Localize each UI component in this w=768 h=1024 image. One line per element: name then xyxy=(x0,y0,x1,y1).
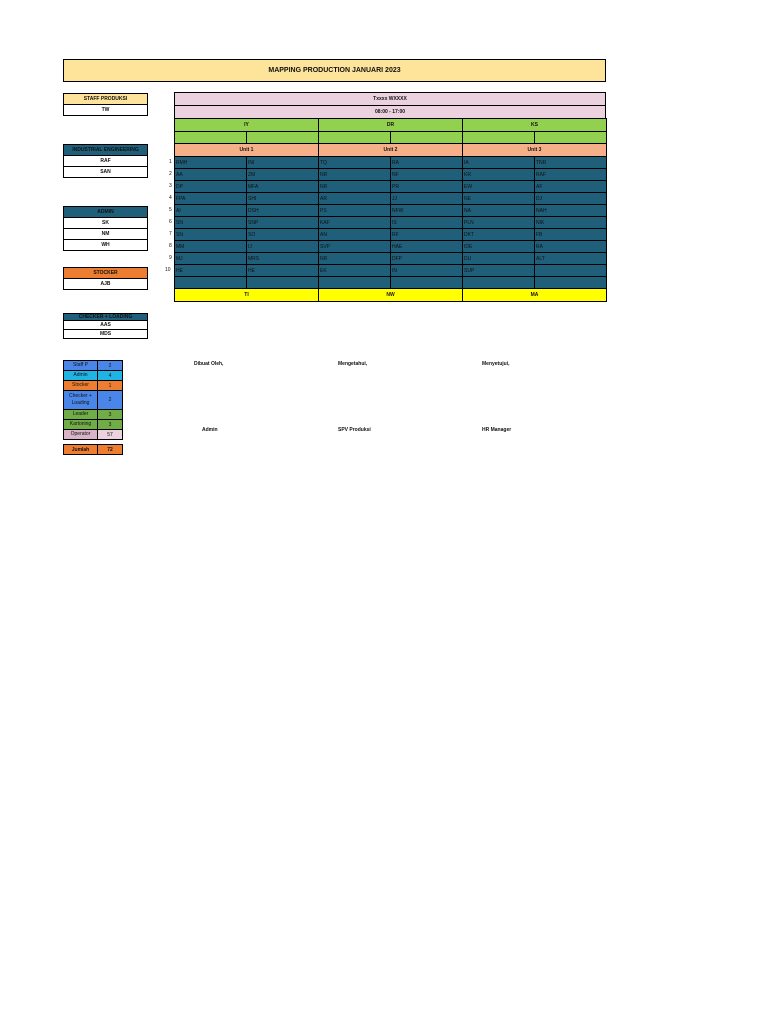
schedule-time: 08:00 - 17:00 xyxy=(174,105,606,119)
operator-cell: SVP xyxy=(318,240,391,253)
admin-member: WH xyxy=(63,239,148,251)
signature-made-role: Admin xyxy=(202,427,218,433)
operator-cell: FB xyxy=(534,228,607,241)
operator-cell: DKT xyxy=(462,228,535,241)
row-number: 1 xyxy=(169,159,172,165)
operator-cell: NR xyxy=(318,252,391,265)
leader-cell: NW xyxy=(318,288,463,302)
admin-member: SK xyxy=(63,217,148,229)
operator-cell: ALT xyxy=(534,252,607,265)
admin-member: NM xyxy=(63,228,148,240)
operator-cell: EW xyxy=(462,180,535,193)
operator-cell: HE xyxy=(174,264,247,277)
signature-made-by: Dibuat Oleh, xyxy=(194,361,224,367)
operator-cell: IN xyxy=(390,264,463,277)
operator-cell: RF xyxy=(390,228,463,241)
operator-cell: TNR xyxy=(534,156,607,169)
row-number: 5 xyxy=(169,207,172,213)
summary-value: 2 xyxy=(97,360,123,371)
industrial-engineering-header: INDUSTRIAL ENGINEERING xyxy=(63,144,148,156)
operator-cell: IA xyxy=(462,156,535,169)
operator-cell: RA xyxy=(534,240,607,253)
group-header: KS xyxy=(462,118,607,132)
staff-produksi-member: TW xyxy=(63,104,148,116)
row-number: 8 xyxy=(169,243,172,249)
operator-cell: NE xyxy=(462,192,535,205)
operator-cell: SN xyxy=(174,216,247,229)
staff-produksi-header: STAFF PRODUKSI xyxy=(63,93,148,105)
row-number: 7 xyxy=(169,231,172,237)
industrial-engineering-member: RAF xyxy=(63,155,148,167)
summary-value: 3 xyxy=(97,409,123,420)
operator-cell: RAF xyxy=(534,168,607,181)
unit-header: Unit 3 xyxy=(462,143,607,157)
operator-cell: IS xyxy=(390,216,463,229)
summary-label: Stocker xyxy=(63,380,98,391)
operator-cell: NIK xyxy=(534,216,607,229)
signature-known-role: SPV Produksi xyxy=(338,427,371,433)
summary-label: Checker + Loading xyxy=(63,390,98,410)
summary-value: 4 xyxy=(97,370,123,381)
operator-cell: MFA xyxy=(246,180,319,193)
summary-label: Kartoning xyxy=(63,419,98,430)
operator-cell: NA xyxy=(462,204,535,217)
operator-cell: NF xyxy=(390,168,463,181)
row-number: 4 xyxy=(169,195,172,201)
stocker-header: STOCKER xyxy=(63,267,148,279)
operator-cell: DP xyxy=(174,180,247,193)
unit-header: Unit 1 xyxy=(174,143,319,157)
operator-cell: MRS xyxy=(246,252,319,265)
operator-cell: FPA xyxy=(174,192,247,205)
signature-approved-role: HR Manager xyxy=(482,427,512,433)
operator-cell: ZM xyxy=(246,168,319,181)
operator-cell: NFW xyxy=(390,204,463,217)
operator-cell: PR xyxy=(390,180,463,193)
operator-cell: EK xyxy=(318,264,391,277)
operator-cell: IDE xyxy=(462,240,535,253)
row-number: 10 xyxy=(165,267,171,273)
leader-cell: TI xyxy=(174,288,319,302)
operator-cell: AF xyxy=(534,180,607,193)
summary-label: Leader xyxy=(63,409,98,420)
operator-cell: AN xyxy=(318,228,391,241)
operator-cell: HE xyxy=(246,264,319,277)
unit-header: Unit 2 xyxy=(318,143,463,157)
operator-cell: SNP xyxy=(246,216,319,229)
signature-known-by: Mengetahui, xyxy=(338,361,368,367)
summary-value: 57 xyxy=(97,429,123,440)
operator-cell: DJ xyxy=(534,192,607,205)
summary-label: Operator xyxy=(63,429,98,440)
operator-cell: INI xyxy=(246,156,319,169)
total-label: Jumlah xyxy=(63,444,98,455)
operator-cell: AA xyxy=(174,168,247,181)
operator-cell: KR xyxy=(462,168,535,181)
summary-label: Staff P xyxy=(63,360,98,371)
operator-cell: MJ xyxy=(174,252,247,265)
checker-loading-member: MDS xyxy=(63,329,148,339)
operator-cell: MM xyxy=(174,240,247,253)
operator-cell: SO xyxy=(246,228,319,241)
operator-cell: RA xyxy=(390,156,463,169)
group-header: IY xyxy=(174,118,319,132)
operator-cell: SN xyxy=(174,228,247,241)
industrial-engineering-member: SAN xyxy=(63,166,148,178)
operator-cell: NR xyxy=(318,180,391,193)
operator-cell: AR xyxy=(318,192,391,205)
operator-cell: PLN xyxy=(462,216,535,229)
group-header: DR xyxy=(318,118,463,132)
row-number: 2 xyxy=(169,171,172,177)
total-value: 72 xyxy=(97,444,123,455)
operator-cell: JJ xyxy=(390,192,463,205)
operator-cell: DU xyxy=(462,252,535,265)
operator-cell: DFP xyxy=(390,252,463,265)
summary-value: 2 xyxy=(97,390,123,410)
summary-value: 3 xyxy=(97,419,123,430)
schedule-name: Txxxx WXXXX xyxy=(174,92,606,106)
operator-cell: SUP xyxy=(462,264,535,277)
summary-label: Admin xyxy=(63,370,98,381)
operator-cell: AI xyxy=(174,204,247,217)
operator-cell: PS xyxy=(318,204,391,217)
row-number: 3 xyxy=(169,183,172,189)
leader-cell: MA xyxy=(462,288,607,302)
operator-cell: NR xyxy=(318,168,391,181)
page-title: MAPPING PRODUCTION JANUARI 2023 xyxy=(63,59,606,82)
operator-cell: KAF xyxy=(318,216,391,229)
checker-loading-member: AAS xyxy=(63,320,148,330)
operator-cell: SHI xyxy=(246,192,319,205)
checker-loading-header: CHECKER + LOADING xyxy=(63,313,148,321)
operator-cell: HAE xyxy=(390,240,463,253)
row-number: 6 xyxy=(169,219,172,225)
operator-cell: NAH xyxy=(534,204,607,217)
operator-cell: RMH xyxy=(174,156,247,169)
summary-value: 1 xyxy=(97,380,123,391)
stocker-member: AJB xyxy=(63,278,148,290)
operator-cell: DSH xyxy=(246,204,319,217)
operator-cell: TQ xyxy=(318,156,391,169)
signature-approved-by: Menyetujui, xyxy=(482,361,510,367)
operator-cell: IJ xyxy=(246,240,319,253)
row-number: 9 xyxy=(169,255,172,261)
admin-header: ADMIN xyxy=(63,206,148,218)
